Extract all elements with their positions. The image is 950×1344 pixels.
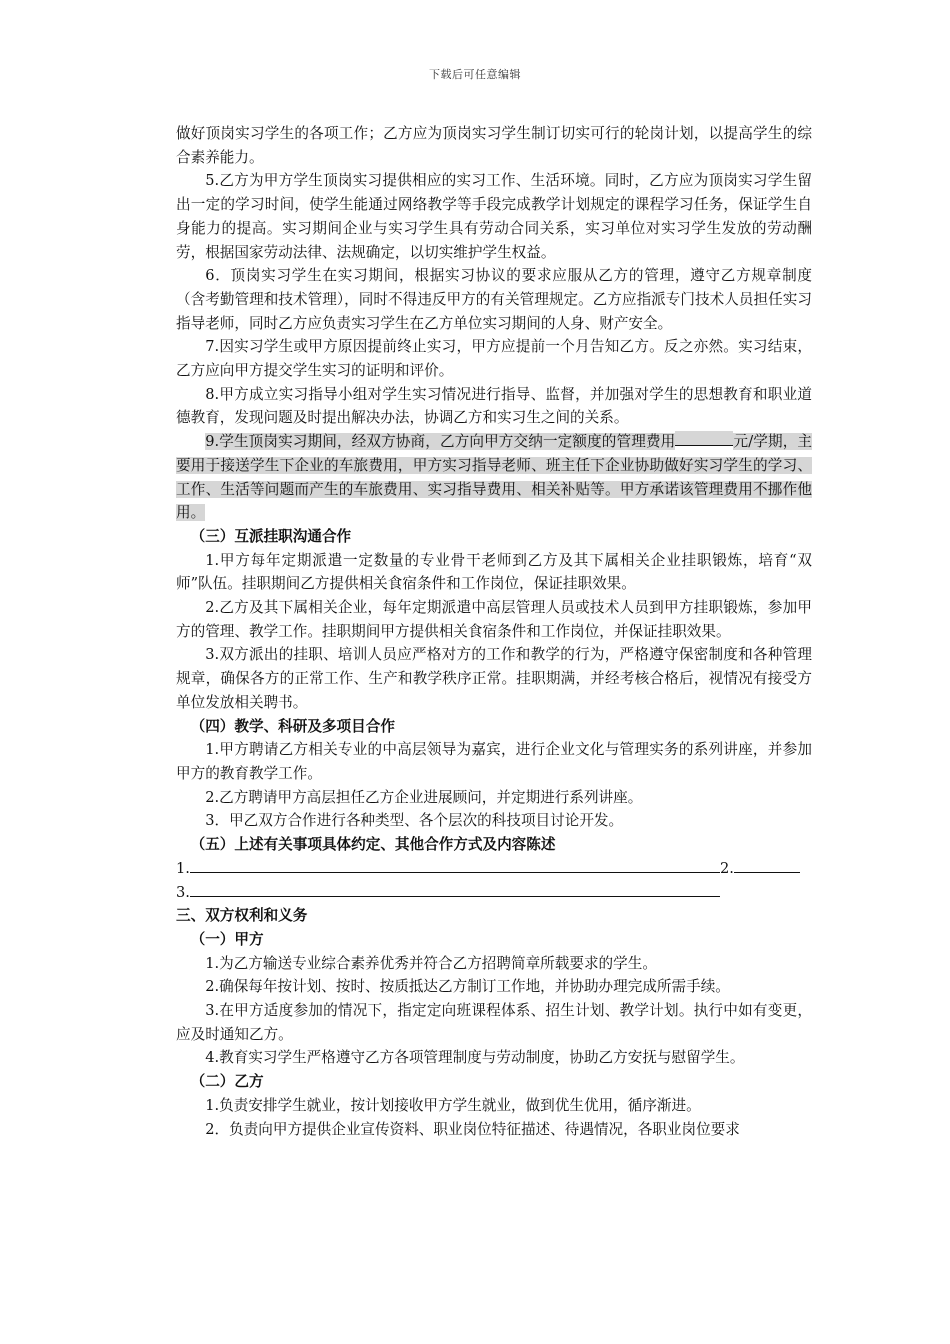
fill-line-3[interactable]	[190, 882, 720, 897]
subheading-party-a: （一）甲方	[190, 930, 264, 948]
fill-line-row-1	[176, 857, 812, 881]
page-header: 下载后可任意编辑	[429, 68, 521, 81]
paragraph-item-8: 8.甲方成立实习指导小组对学生实习情况进行指导、监督，并加强对学生的思想教育和职业道德教育，发现问题及时提出解决办法，协调乙方和实习生之间的关系。	[176, 385, 812, 427]
section-4-item-3: 3．甲乙双方合作进行各种类型、各个层次的科技项目讨论开发。	[205, 812, 624, 830]
fill-line-1[interactable]	[190, 858, 720, 873]
document-body	[176, 122, 812, 1141]
fill-label-1: 1.	[176, 859, 190, 877]
party-a-item-4: 4.教育实习学生严格遵守乙方各项管理制度与劳动制度，协助乙方安抚与慰留学生。	[205, 1049, 745, 1067]
subheading-party-b: （二）乙方	[190, 1073, 264, 1091]
fill-line-2[interactable]	[734, 858, 800, 873]
paragraph-continued: 做好顶岗实习学生的各项工作；乙方应为顶岗实习学生制订切实可行的轮岗计划，以提高学生的综合素养能力。	[176, 125, 812, 166]
section-3-item-3: 3.双方派出的挂职、培训人员应严格对方的工作和教学的行为，严格遵守保密制度和各种管理规章，确保各方的正常工作、生产和教学秩序正常。挂职期满，并经考核合格后，视情况有接受方单位发放相关聘书。	[176, 646, 812, 711]
paragraph-item-7: 7.因实习学生或甲方原因提前终止实习，甲方应提前一个月告知乙方。反之亦然。实习结束，乙方应向甲方提交学生实习的证明和评价。	[176, 338, 812, 380]
section-heading-5: （五）上述有关事项具体约定、其他合作方式及内容陈述	[190, 836, 556, 854]
fill-line-row-2	[176, 881, 812, 905]
chapter-heading-rights: 三、双方权利和义务	[176, 907, 308, 925]
section-3-item-1: 1.甲方每年定期派遣一定数量的专业骨干老师到乙方及其下属相关企业挂职锻炼，培育“双师”队伍。挂职期间乙方提供相关食宿条件和工作岗位，保证挂职效果。	[176, 551, 812, 593]
party-b-item-1: 1.负责安排学生就业，按计划接收甲方学生就业，做到优生优用，循序渐进。	[205, 1096, 701, 1114]
section-4-item-1: 1.甲方聘请乙方相关专业的中高层领导为嘉宾，进行企业文化与管理实务的系列讲座，并参加甲方的教育教学工作。	[176, 741, 812, 782]
paragraph-item-6: 6．顶岗实习学生在实习期间，根据实习协议的要求应服从乙方的管理，遵守乙方规章制度（含考勤管理和技术管理），同时不得违反甲方的有关管理规定。乙方应指派专门技术人员担任实习指导老师，同时乙方应负责实习学生在乙方单位实习期间的人身、财产安全。	[176, 267, 812, 332]
section-4-item-2: 2.乙方聘请甲方高层担任乙方企业进展顾问，并定期进行系列讲座。	[205, 788, 643, 806]
section-heading-3: （三）互派挂职沟通合作	[190, 527, 352, 545]
party-a-item-1: 1.为乙方输送专业综合素养优秀并符合乙方招聘简章所载要求的学生。	[205, 954, 657, 972]
fill-label-3: 3.	[176, 883, 190, 901]
paragraph-item-5: 5.乙方为甲方学生顶岗实习提供相应的实习工作、生活环境。同时，乙方应为顶岗实习学生留出一定的学习时间，使学生能通过网络教学等手段完成教学计划规定的课程学习任务，保证学生自身能力的提高。实习期间企业与实习学生具有劳动合同关系，实习单位对实习学生发放的劳动酬劳，根据国家劳动法律、法规确定，以切实维护学生权益。	[176, 172, 812, 261]
party-b-item-2: 2．负责向甲方提供企业宣传资料、职业岗位特征描述、待遇情况，各职业岗位要求	[205, 1120, 740, 1138]
section-3-item-2: 2.乙方及其下属相关企业，每年定期派遣中高层管理人员或技术人员到甲方挂职锻炼，参加甲方的管理、教学工作。挂职期间甲方提供相关食宿条件和工作岗位，并保证挂职效果。	[176, 599, 812, 640]
paragraph-item-9	[176, 430, 812, 525]
section-heading-4: （四）教学、科研及多项目合作	[190, 717, 395, 735]
highlight-text-a: 9.学生顶岗实习期间，经双方协商，乙方向甲方交纳一定额度的管理费用	[205, 433, 676, 451]
highlight-text-b: 元/学期，主要用于接送学生下企业的车旅费用，甲方实习指导老师、班主任下企业协助做好实习学生的学习、工作、生活等问题而产生的车旅费用、实习指导费用、相关补贴等。甲方承诺该管理费用不挪作他用。	[176, 433, 812, 522]
fee-blank[interactable]	[675, 431, 733, 446]
party-a-item-3: 3.在甲方适度参加的情况下，指定定向班课程体系、招生计划、教学计划。执行中如有变更，应及时通知乙方。	[176, 1002, 812, 1043]
fill-label-2: 2.	[719, 859, 734, 877]
party-a-item-2: 2.确保每年按计划、按时、按质抵达乙方制订工作地，并协助办理完成所需手续。	[205, 978, 730, 996]
